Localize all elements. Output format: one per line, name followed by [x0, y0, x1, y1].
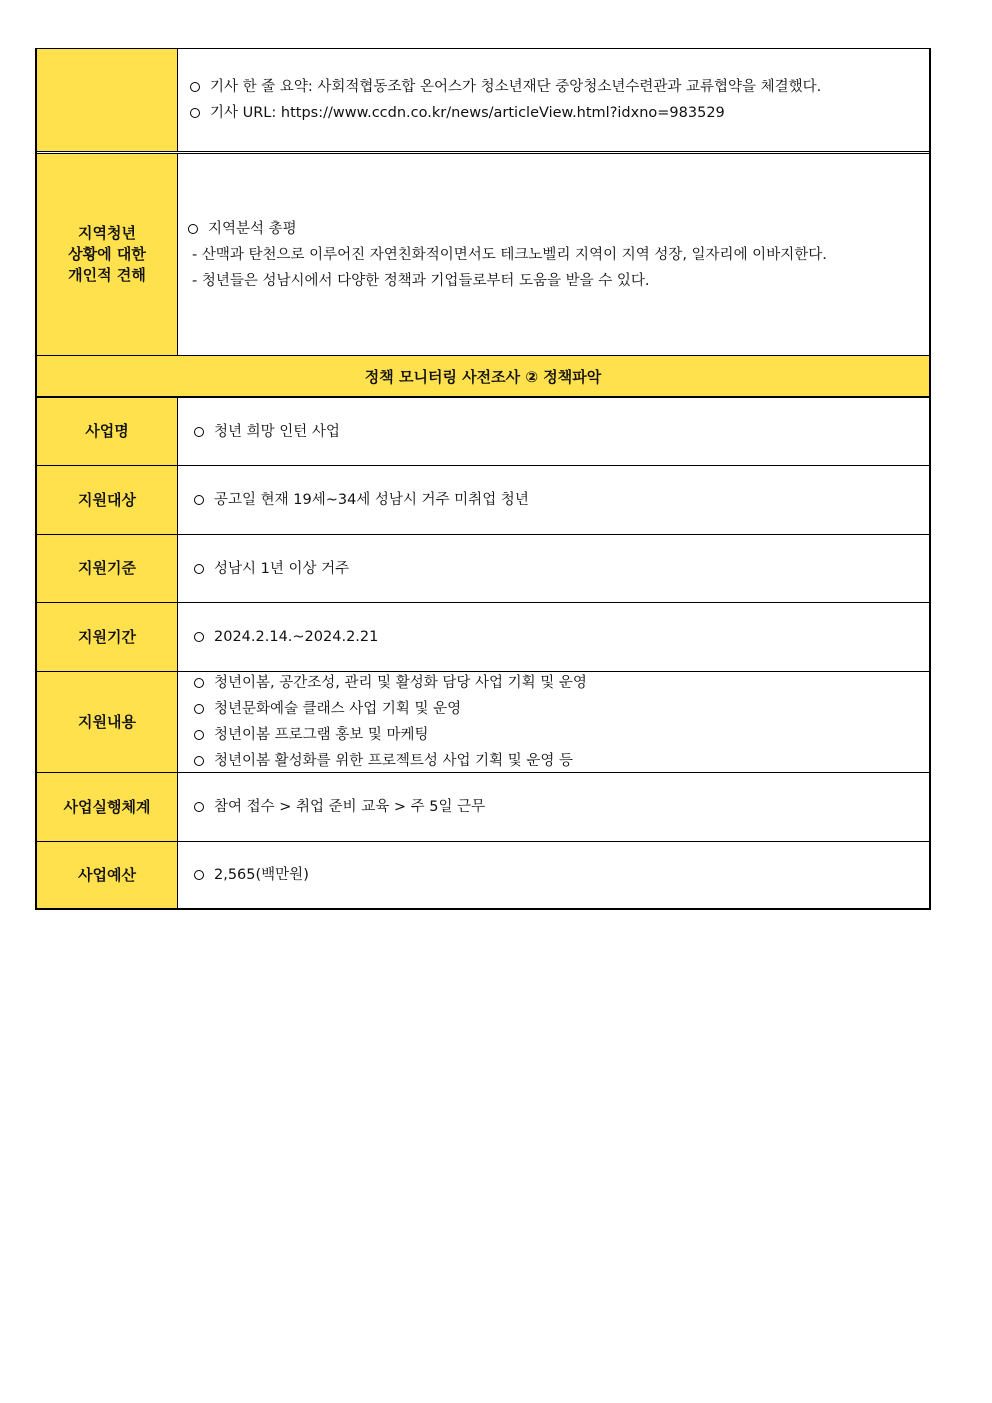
opinion-label-line: 개인적 견해 — [68, 266, 146, 284]
criteria-row — [37, 534, 929, 602]
opinion-heading: 지역분석 총평 — [208, 220, 297, 237]
support-content-row — [37, 671, 929, 772]
business-name-value: 청년 희망 인턴 사업 — [214, 423, 340, 440]
period-cell — [178, 603, 929, 671]
circle-bullet-icon — [194, 632, 204, 642]
circle-bullet-icon — [194, 870, 204, 880]
budget-cell — [178, 842, 929, 908]
budget-label: 사업예산 — [37, 842, 178, 908]
period-label: 지원기간 — [37, 603, 178, 671]
circle-bullet-icon — [194, 730, 204, 740]
opinion-label-cell — [37, 154, 178, 355]
period-row — [37, 602, 929, 671]
opinion-point: - 산맥과 탄천으로 이루어진 자연친화적이면서도 테크노벨리 지역이 지역 성장, 일자리에 이바지한다. — [192, 246, 827, 263]
support-content-text: 청년이봄 활성화를 위한 프로젝트성 사업 기획 및 운영 등 — [214, 753, 574, 769]
support-content-item — [194, 748, 929, 774]
opinion-heading-line — [188, 216, 929, 242]
circle-bullet-icon — [190, 108, 200, 118]
business-name-label: 사업명 — [37, 398, 178, 465]
business-name-row — [37, 396, 929, 465]
criteria-cell — [178, 535, 929, 602]
process-row — [37, 772, 929, 841]
article-summary: 기사 한 줄 요약: 사회적협동조합 온어스가 청소년재단 중앙청소년수련관과 교류협약을 체결했다. — [210, 79, 822, 95]
target-label: 지원대상 — [37, 466, 178, 534]
section-banner-row — [37, 355, 929, 396]
support-content-text: 청년문화예술 클래스 사업 기획 및 운영 — [214, 701, 462, 717]
support-content-item — [194, 670, 929, 696]
section-title: 정책 모니터링 사전조사 ② 정책파악 — [37, 356, 929, 396]
circle-bullet-icon — [194, 564, 204, 574]
circle-bullet-icon — [194, 802, 204, 812]
article-url: 기사 URL: https://www.ccdn.co.kr/news/articleView.html?idxno=983529 — [210, 105, 725, 121]
target-row — [37, 465, 929, 534]
support-content-text: 청년이봄 프로그램 홍보 및 마케팅 — [214, 727, 429, 743]
opinion-content-cell — [178, 154, 929, 355]
policy-monitoring-sheet — [35, 48, 931, 910]
circle-bullet-icon — [188, 224, 198, 234]
article-content-cell — [178, 49, 929, 151]
support-content-item — [194, 696, 929, 722]
support-content-label: 지원내용 — [37, 672, 178, 772]
period-value: 2024.2.14.~2024.2.21 — [214, 629, 379, 645]
budget-row — [37, 841, 929, 908]
criteria-value: 성남시 1년 이상 거주 — [214, 560, 350, 577]
opinion-point: - 청년들은 성남시에서 다양한 정책과 기업들로부터 도움을 받을 수 있다. — [192, 272, 650, 289]
support-content-cell — [178, 672, 929, 772]
process-label: 사업실행체계 — [37, 773, 178, 841]
process-cell — [178, 773, 929, 841]
article-summary-line — [190, 74, 929, 100]
article-url-line — [190, 100, 929, 126]
circle-bullet-icon — [194, 495, 204, 505]
circle-bullet-icon — [194, 678, 204, 688]
business-name-cell — [178, 398, 929, 465]
budget-value: 2,565(백만원) — [214, 867, 309, 883]
article-label-cell — [37, 49, 178, 151]
criteria-label: 지원기준 — [37, 535, 178, 602]
opinion-row — [37, 151, 929, 355]
support-content-item — [194, 722, 929, 748]
opinion-label-line: 상황에 대한 — [68, 245, 146, 263]
circle-bullet-icon — [190, 82, 200, 92]
support-content-text: 청년이봄, 공간조성, 관리 및 활성화 담당 사업 기획 및 운영 — [214, 675, 587, 691]
opinion-label-line: 지역청년 — [78, 224, 136, 242]
target-cell — [178, 466, 929, 534]
target-value: 공고일 현재 19세~34세 성남시 거주 미취업 청년 — [214, 492, 529, 508]
article-row — [37, 48, 929, 151]
circle-bullet-icon — [194, 704, 204, 714]
circle-bullet-icon — [194, 756, 204, 766]
process-value: 참여 접수 > 취업 준비 교육 > 주 5일 근무 — [214, 799, 486, 815]
circle-bullet-icon — [194, 427, 204, 437]
